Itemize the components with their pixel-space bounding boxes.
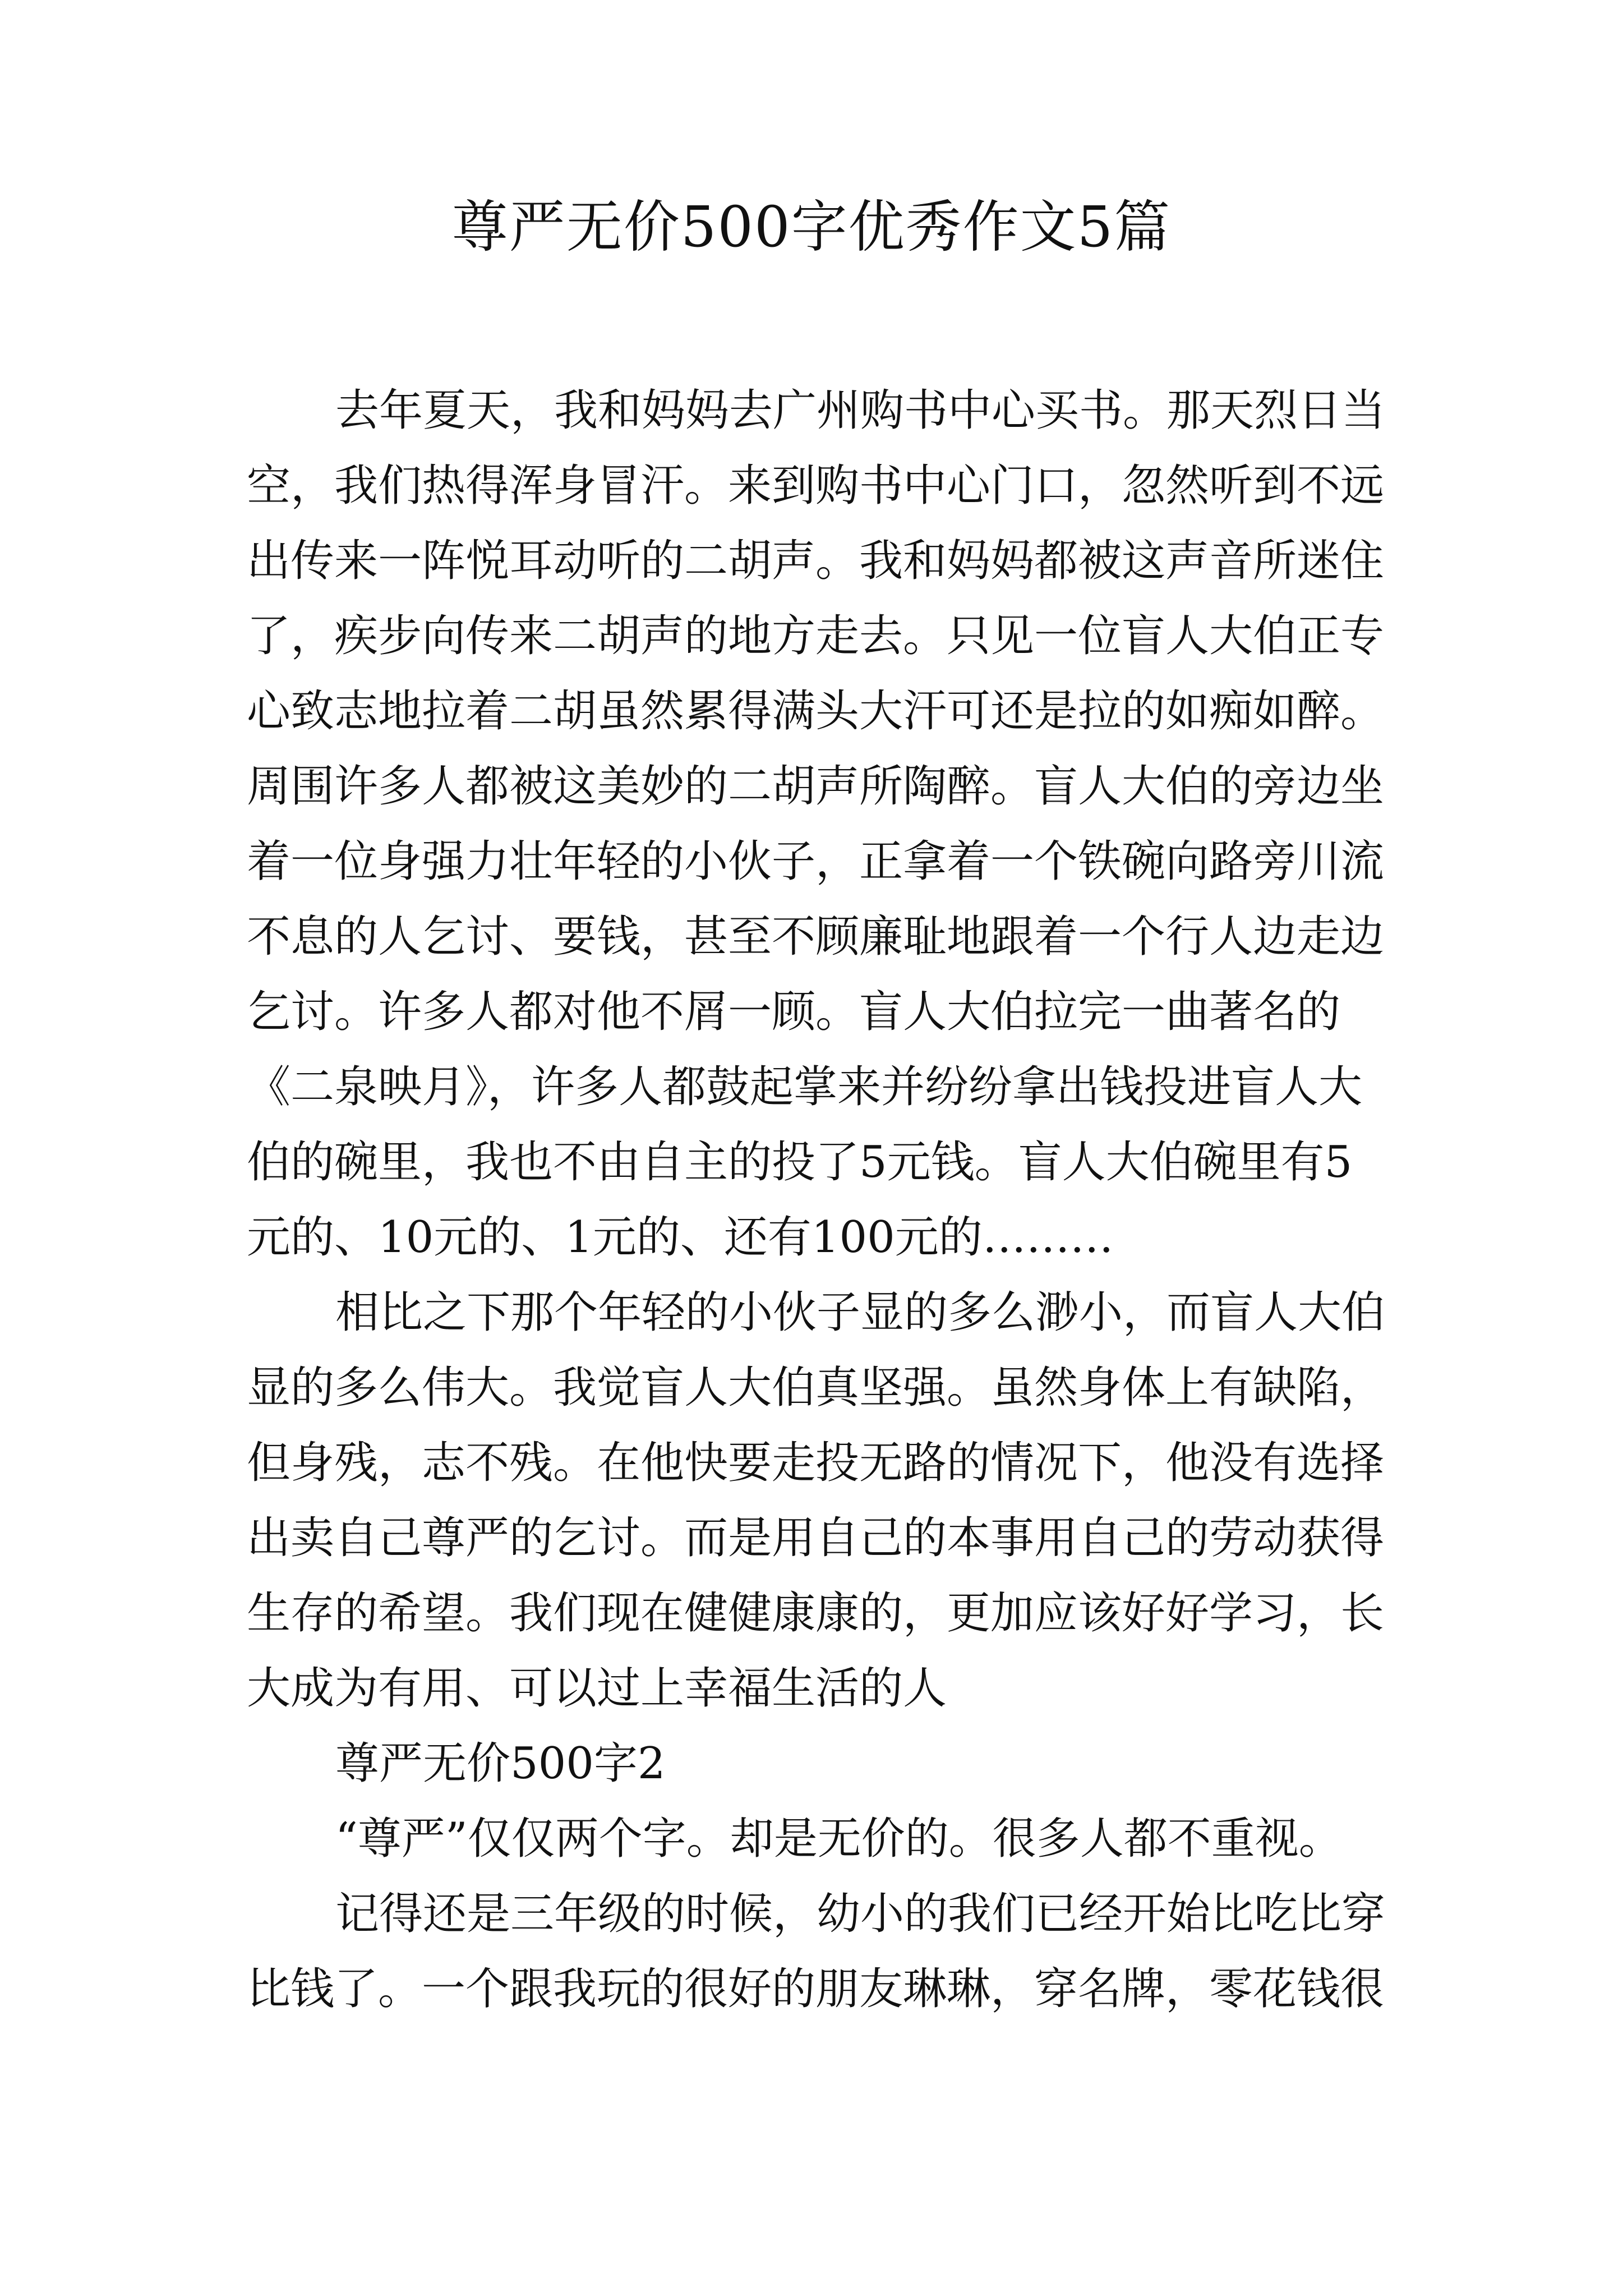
paragraph-line: 生存的希望。我们现在健健康康的，更加应该好好学习，长 — [247, 1588, 1385, 1639]
paragraph-line: 了，疾步向传来二胡声的地方走去。只见一位盲人大伯正专 — [247, 611, 1385, 661]
paragraph-line: 周围许多人都被这美妙的二胡声所陶醉。盲人大伯的旁边坐 — [247, 761, 1385, 812]
paragraph-line: 心致志地拉着二胡虽然累得满头大汗可还是拉的如痴如醉。 — [247, 686, 1385, 737]
paragraph-line: 元的、10元的、1元的、还有100元的……… — [247, 1212, 1114, 1263]
paragraph-line: 记得还是三年级的时候，幼小的我们已经开始比吃比穿 — [335, 1889, 1386, 1939]
paragraph-line: 大成为有用、可以过上幸福生活的人 — [247, 1663, 947, 1714]
paragraph-line: 着一位身强力壮年轻的小伙子，正拿着一个铁碗向路旁川流 — [247, 836, 1385, 887]
paragraph-line: 乞讨。许多人都对他不屑一顾。盲人大伯拉完一曲著名的 — [247, 987, 1341, 1037]
paragraph-line: 但身残，志不残。在他快要走投无路的情况下，他没有选择 — [247, 1438, 1385, 1488]
paragraph-line: 相比之下那个年轻的小伙子显的多么渺小，而盲人大伯 — [335, 1287, 1386, 1338]
paragraph-line: 伯的碗里，我也不由自主的投了5元钱。盲人大伯碗里有5 — [247, 1137, 1353, 1188]
paragraph-line: 不息的人乞讨、要钱，甚至不顾廉耻地跟着一个行人边走边 — [247, 912, 1385, 962]
paragraph-line: “尊严”仅仅两个字。却是无价的。很多人都不重视。 — [335, 1814, 1343, 1864]
paragraph-line: 出卖自己尊严的乞讨。而是用自己的本事用自己的劳动获得 — [247, 1513, 1385, 1563]
document-body — [247, 373, 1391, 2027]
paragraph-line: 去年夏天，我和妈妈去广州购书中心买书。那天烈日当 — [335, 385, 1386, 436]
paragraph-line: 《二泉映月》，许多人都鼓起掌来并纷纷拿出钱投进盲人大 — [247, 1062, 1363, 1112]
section-heading: 尊严无价500字2 — [335, 1738, 666, 1789]
document-title: 尊严无价500字优秀作文5篇 — [451, 194, 1172, 260]
paragraph-line: 显的多么伟大。我觉盲人大伯真坚强。虽然身体上有缺陷， — [247, 1363, 1385, 1413]
paragraph-line: 空，我们热得浑身冒汗。来到购书中心门口，忽然听到不远 — [247, 461, 1385, 511]
paragraph-line: 出传来一阵悦耳动听的二胡声。我和妈妈都被这声音所迷住 — [247, 536, 1385, 586]
paragraph-line: 比钱了。一个跟我玩的很好的朋友琳琳，穿名牌，零花钱很 — [247, 1964, 1385, 2014]
